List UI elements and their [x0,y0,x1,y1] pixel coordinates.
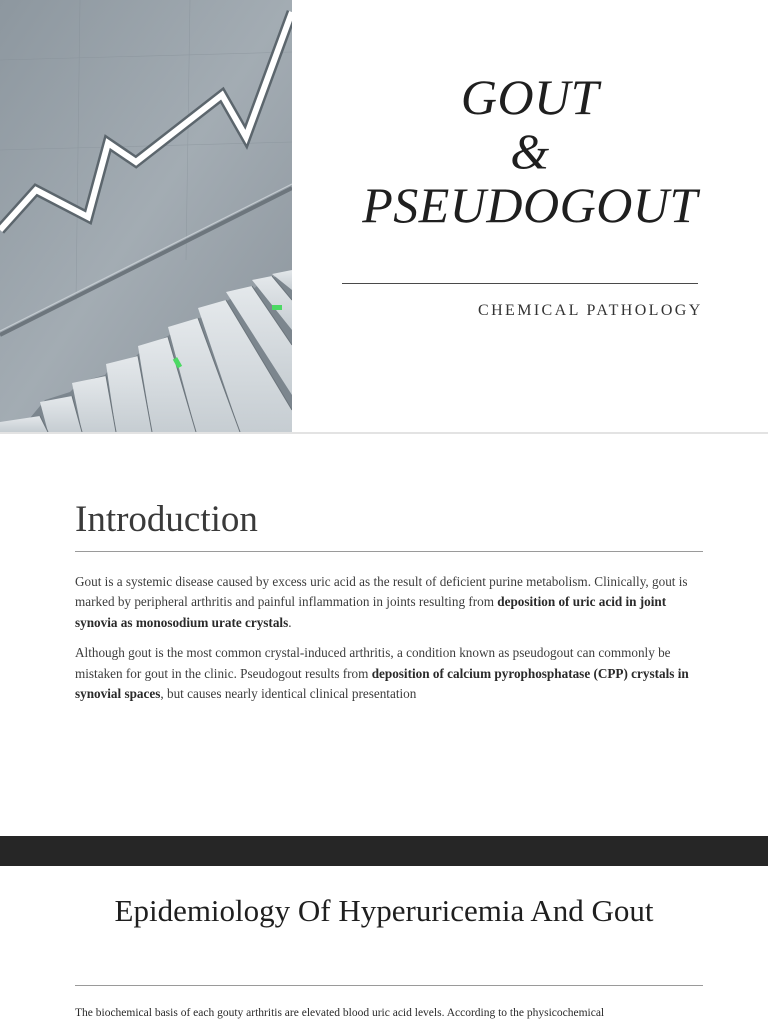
intro-p1-end: . [288,614,292,630]
presentation-title [330,70,730,232]
title-line-3: PSEUDOGOUT [362,177,698,233]
title-slide [0,0,768,432]
introduction-heading: Introduction [75,499,258,540]
title-divider [342,283,698,284]
epidemiology-body: The biochemical basis of each gouty arthritis are elevated blood uric acid levels. According to the physicochemical [75,1007,605,1019]
intro-paragraph-1 [75,572,703,633]
intro-paragraph-2 [75,643,703,704]
intro-p1-text: Gout is a systemic disease caused by excess uric acid as the result of deficient purine metabolism. Clinically, gout is marked by peripheral arthritis and painful inflammation in joints resulting from [75,574,688,610]
introduction-slide [0,434,768,836]
epidemiology-slide [0,866,768,1024]
intro-p2-end: , but causes nearly identical clinical presentation [160,686,417,702]
title-line-1: GOUT [460,69,600,125]
epidemiology-heading: Epidemiology Of Hyperuricemia And Gout [114,893,654,928]
intro-p1-bold: deposition of uric acid in joint synovia as monosodium urate crystals [75,594,667,630]
slide-separator-band [0,836,768,866]
presentation-subtitle: CHEMICAL PATHOLOGY [478,302,703,319]
introduction-divider [75,551,703,552]
hero-staircase-image [0,0,292,432]
introduction-body [75,572,703,714]
intro-p2-text: Although gout is the most common crystal-induced arthritis, a condition known as pseudogout can commonly be mistaken for gout in the clinic. Pseudogout results from [75,645,671,681]
title-line-2: & [510,123,550,179]
intro-p2-bold: deposition of calcium pyrophosphatase (CPP) crystals in synovial spaces [75,665,689,702]
epidemiology-divider [75,985,703,986]
